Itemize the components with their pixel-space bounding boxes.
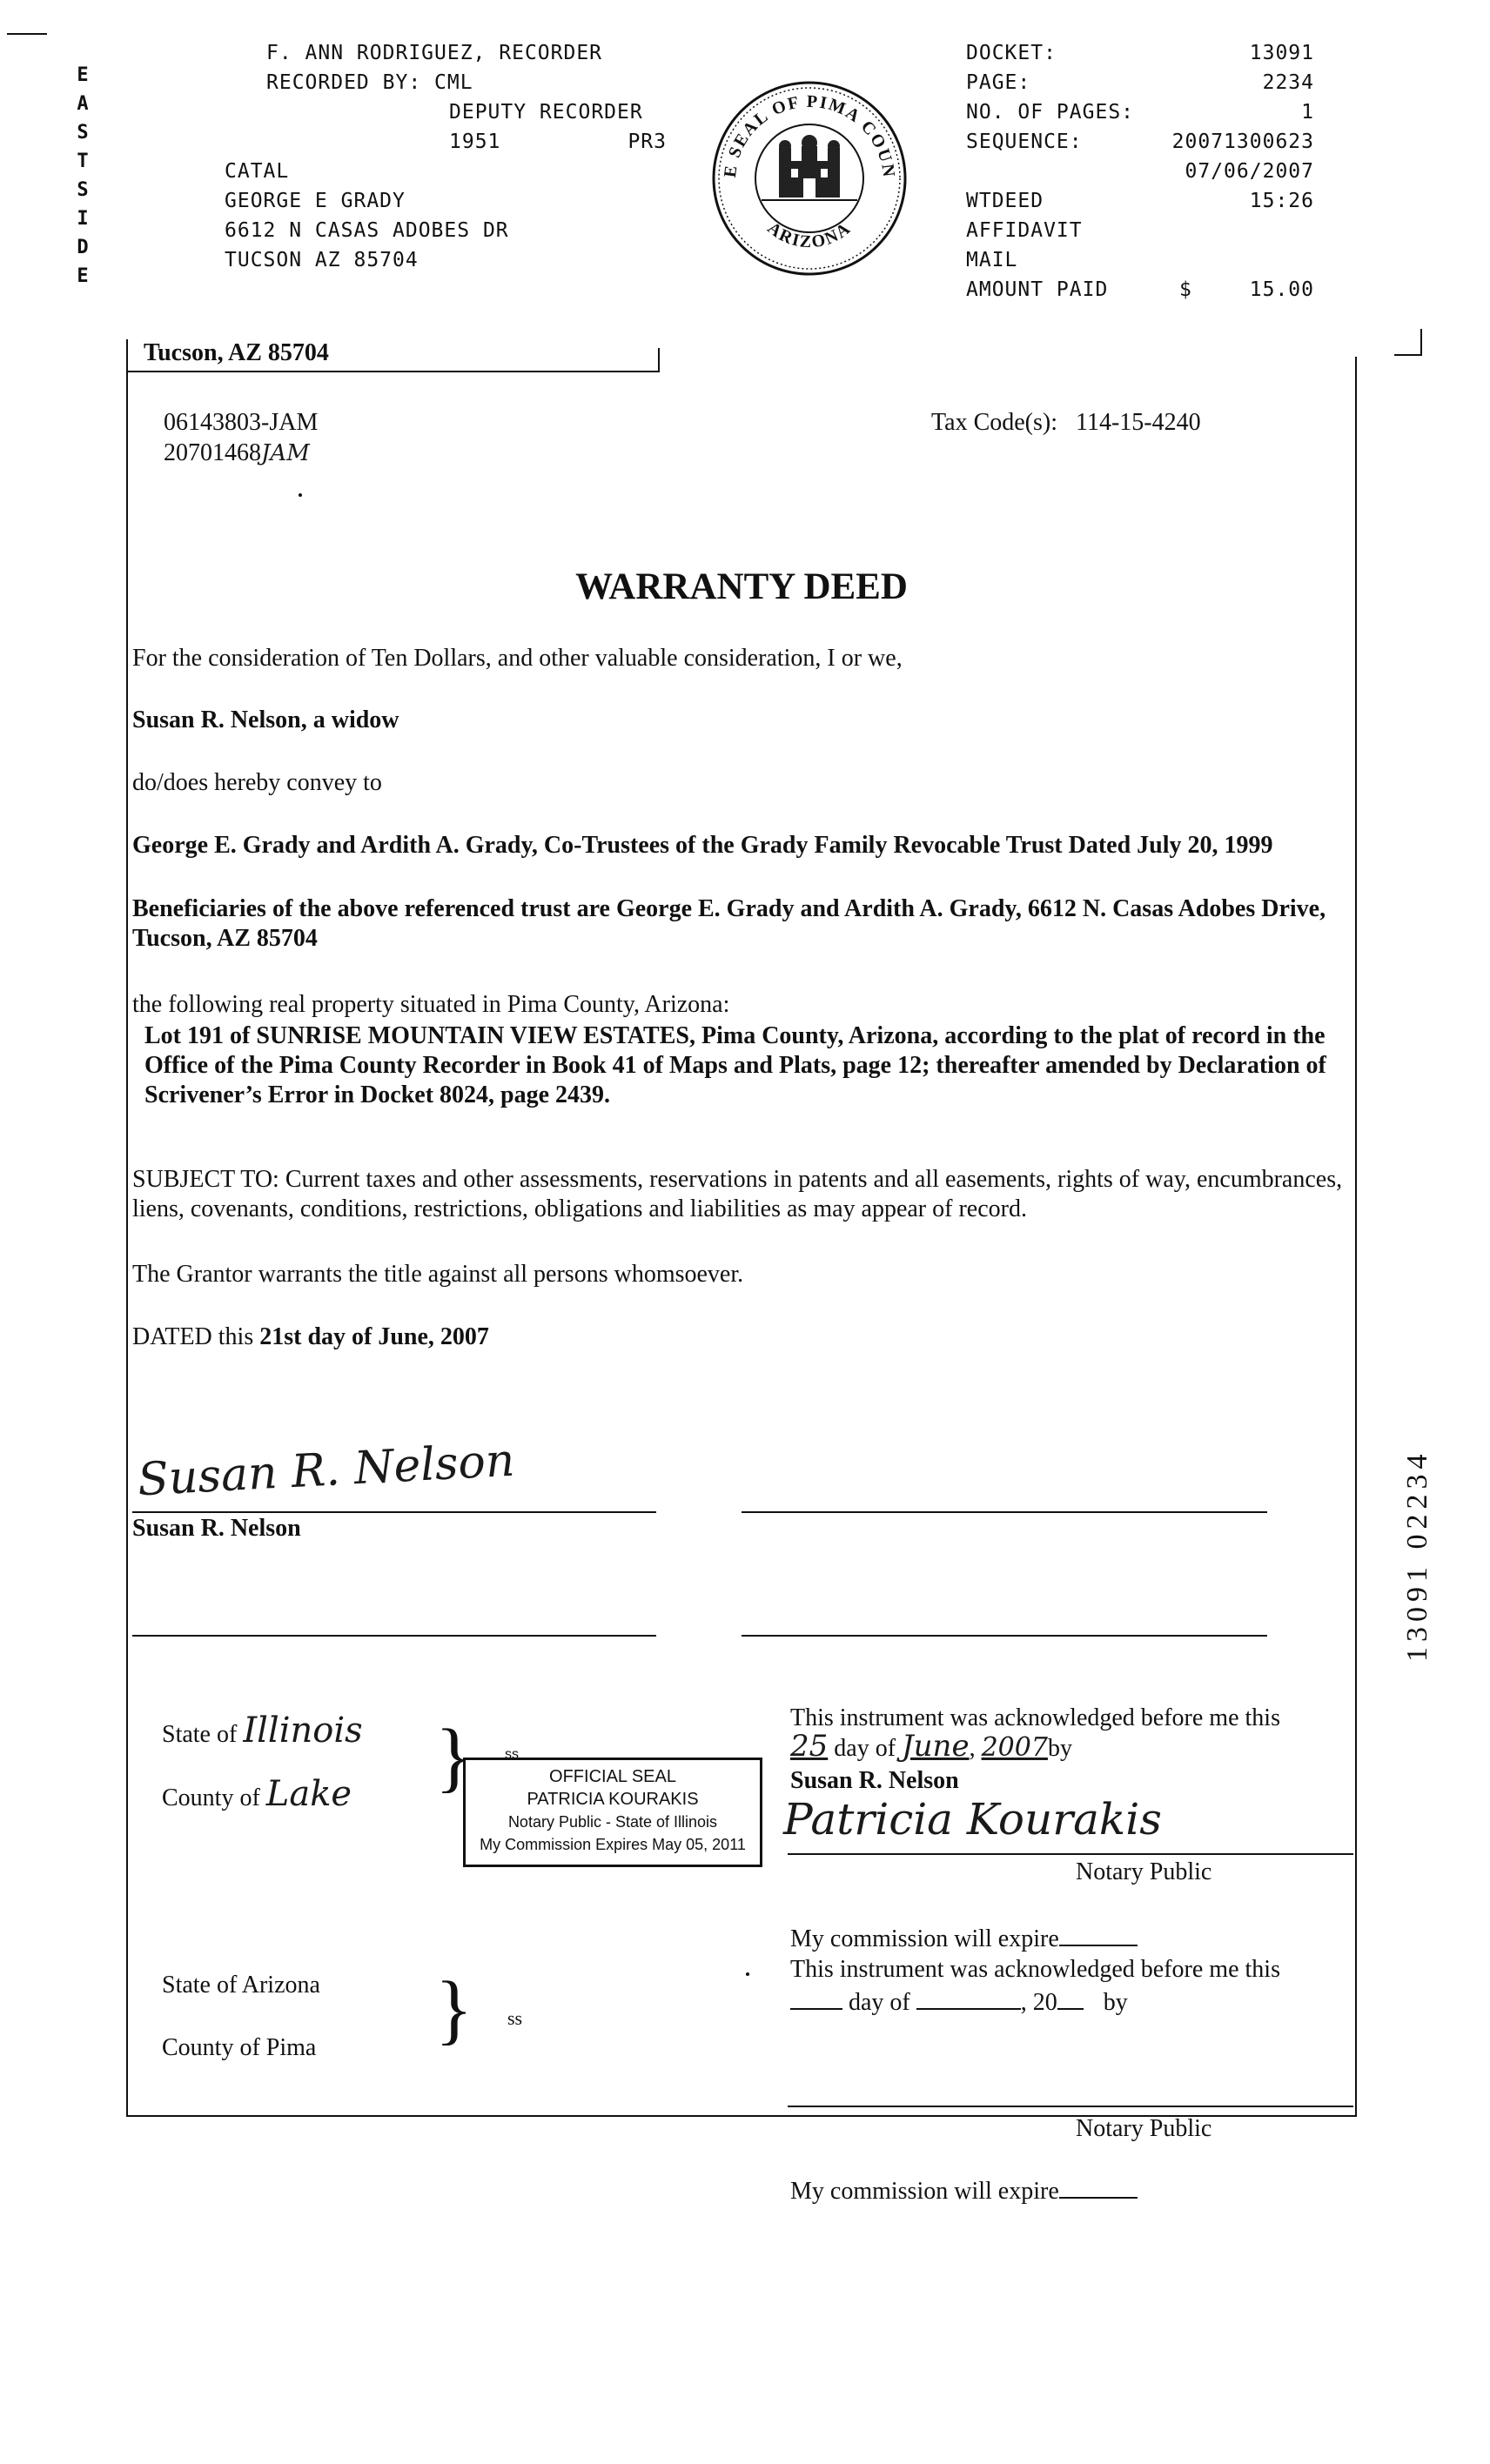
- notary-signature-handwritten: Patricia Kourakis: [783, 1794, 1162, 1845]
- sequence-value: 20071300623: [1171, 131, 1314, 153]
- recorded-by: RECORDED BY: CML: [266, 71, 473, 94]
- signature-line-2: [742, 1511, 1267, 1513]
- mailing-street: 6612 N CASAS ADOBES DR: [225, 219, 509, 242]
- legal-description: Lot 191 of SUNRISE MOUNTAIN VIEW ESTATES, Pima County, Arizona, according to the plat of record in the Office of the Pima County Recorder in Book 41 of Maps and Plats, page 12; thereafter amended by Declaration of Scrivener’s Error in Docket 8024, page 2439.: [144, 1022, 1326, 1108]
- margin-letter: S: [77, 122, 89, 144]
- right-corner-mark-v: [1420, 329, 1422, 355]
- margin-letter: T: [77, 151, 89, 172]
- code-right: PR3: [628, 131, 667, 153]
- notary2-state: State of Arizona: [162, 1972, 320, 1999]
- grantor-printed-name: Susan R. Nelson: [132, 1515, 301, 1542]
- notary2-signature-line: [788, 2106, 1353, 2107]
- notary1-public: Notary Public: [1076, 1858, 1212, 1885]
- subject-to: SUBJECT TO: Current taxes and other assessments, reservations in patents and all easements, rights of way, encumbrances, liens, covenants, conditions, restrictions, obligations and liabilities as may appear of record.: [132, 1166, 1343, 1222]
- ref-number-1: 06143803-JAM: [164, 409, 319, 436]
- notary2-county: County of Pima: [162, 2034, 317, 2061]
- tax-code-label: Tax Code(s):: [931, 409, 1058, 436]
- record-date: 07/06/2007: [1185, 160, 1314, 183]
- record-time: 15:26: [1249, 190, 1314, 212]
- catal: CATAL: [225, 160, 290, 183]
- amount-label: AMOUNT PAID: [966, 278, 1109, 301]
- county-handwritten: Lake: [265, 1774, 352, 1814]
- commission-label: My commission will expire: [790, 2178, 1059, 2205]
- month-blank: [916, 2008, 1021, 2010]
- return-address-tick: [658, 348, 660, 372]
- side-docket-stamp: 13091 02234: [1401, 1449, 1433, 1662]
- property-intro: the following real property situated in Pima County, Arizona:: [132, 991, 730, 1018]
- margin-letter: A: [77, 93, 89, 115]
- ref-number-2: 20701468: [164, 439, 261, 466]
- dated-prefix: DATED this: [132, 1323, 260, 1350]
- convey: do/does hereby convey to: [132, 769, 382, 796]
- date-row: [966, 157, 1314, 186]
- pages-row: [966, 97, 1314, 127]
- notary2-ack: This instrument was acknowledged before me this: [790, 1956, 1280, 1983]
- notary1-commission: [790, 1925, 1138, 1954]
- deputy-recorder: DEPUTY RECORDER: [449, 101, 643, 124]
- docket-row: [966, 38, 1314, 68]
- county-label: County of: [162, 1784, 260, 1811]
- margin-letter: I: [77, 208, 89, 230]
- grantor-signature-handwritten: Susan R. Nelson: [136, 1434, 516, 1507]
- docket-label: DOCKET:: [966, 42, 1057, 64]
- by: by: [1103, 1989, 1128, 2016]
- commission-label: My commission will expire: [790, 1925, 1059, 1952]
- signature-line-3: [132, 1635, 656, 1637]
- notary2-public: Notary Public: [1076, 2115, 1212, 2142]
- seal-line: PATRICIA KOURAKIS: [527, 1790, 699, 1809]
- type-row: [966, 186, 1314, 216]
- by: by: [1047, 1735, 1072, 1762]
- margin-letter: D: [77, 237, 89, 258]
- doc-type: WTDEED: [966, 190, 1044, 212]
- deed-title: WARRANTY DEED: [575, 566, 908, 607]
- page-value: 2234: [1262, 71, 1314, 94]
- notary2-commission: [790, 2177, 1138, 2206]
- dated-value: 21st day of June, 2007: [259, 1323, 489, 1350]
- frame-right: [1355, 357, 1357, 2116]
- signature-line-1: [132, 1511, 656, 1513]
- pages-label: NO. OF PAGES:: [966, 101, 1135, 124]
- notary1-signer: Susan R. Nelson: [790, 1767, 959, 1794]
- ref-number-2-row: [164, 439, 310, 468]
- affidavit: AFFIDAVIT: [966, 219, 1083, 242]
- signature-line-4: [742, 1635, 1267, 1637]
- margin-letter: E: [77, 265, 89, 287]
- beneficiaries: Beneficiaries of the above referenced trust are George E. Grady and Ardith A. Grady, 6612 N. Casas Adobes Drive, Tucson, AZ 85704: [132, 895, 1326, 952]
- notary1-state: [162, 1711, 363, 1751]
- svg-text:THE SEAL OF PIMA COUNTY: E SEAL OF PIMA COUN: [720, 91, 899, 180]
- tax-code-value: 114-15-4240: [1076, 409, 1201, 436]
- docket-value: 13091: [1249, 42, 1314, 64]
- day-blank: [790, 2008, 842, 2010]
- notary1-brace: }: [435, 1714, 473, 1800]
- state-handwritten: Illinois: [243, 1711, 363, 1751]
- dated: [132, 1322, 489, 1352]
- month-handwritten: June: [902, 1729, 970, 1764]
- notary2-brace: }: [435, 1966, 473, 2052]
- amount-currency: $: [1179, 278, 1192, 301]
- amount-value: 15.00: [1249, 278, 1314, 301]
- margin-letter: S: [77, 179, 89, 201]
- tax-code: [931, 408, 1201, 438]
- day-of: day of: [834, 1735, 896, 1762]
- mail: MAIL: [966, 249, 1018, 271]
- notary2-ss: ss: [507, 2007, 523, 2029]
- right-corner-mark: [1394, 354, 1422, 356]
- year-handwritten: 2007: [981, 1732, 1048, 1763]
- notary1-ack: This instrument was acknowledged before me this: [790, 1704, 1280, 1731]
- margin-letters: [70, 61, 96, 291]
- ref-initials-handwritten: JAM: [261, 440, 310, 466]
- year-blank: [1057, 2008, 1084, 2010]
- grantee: George E. Grady and Ardith A. Grady, Co-Trustees of the Grady Family Revocable Trust Dated July 20, 1999: [132, 832, 1273, 859]
- sequence-row: [966, 127, 1314, 157]
- recorder-codes: [225, 127, 667, 157]
- return-address-underline: [126, 371, 659, 372]
- notary1-ss: ss: [505, 1747, 519, 1762]
- margin-letter: E: [77, 64, 89, 86]
- warranty: The Grantor warrants the title against all persons whomsoever.: [132, 1261, 744, 1288]
- commission-blank: [1059, 2197, 1138, 2199]
- county-seal: [709, 78, 909, 278]
- amount-row: [966, 275, 1314, 305]
- page-row: [966, 68, 1314, 97]
- recorder-block: [225, 38, 677, 275]
- commission-blank: [1059, 1945, 1138, 1946]
- svg-text:ARIZONA: ARIZONA: [763, 218, 856, 252]
- official-seal-stamp: [463, 1758, 762, 1867]
- seal-line: OFFICIAL SEAL: [549, 1767, 676, 1786]
- recorder-name: F. ANN RODRIGUEZ, RECORDER: [266, 42, 603, 64]
- corner-mark: [7, 33, 47, 35]
- state-label: State of: [162, 1721, 238, 1748]
- seal-line: My Commission Expires May 05, 2011: [480, 1836, 746, 1853]
- notary1-signature-line: [788, 1853, 1353, 1855]
- pages-value: 1: [1301, 101, 1314, 124]
- mailing-name: GEORGE E GRADY: [225, 190, 406, 212]
- notary1-county: [162, 1774, 352, 1814]
- year-prefix: , 20: [1020, 1989, 1057, 2016]
- code-left: 1951: [449, 131, 501, 153]
- mailing-city: TUCSON AZ 85704: [225, 249, 419, 271]
- day-handwritten: 25: [790, 1729, 829, 1764]
- consideration: For the consideration of Ten Dollars, and other valuable consideration, I or we,: [132, 645, 903, 672]
- stray-dot: [299, 493, 302, 497]
- notary2-date-row: [790, 1988, 1128, 2018]
- stray-dot-2: [746, 1972, 749, 1976]
- return-address: Tucson, AZ 85704: [144, 339, 329, 366]
- page-label: PAGE:: [966, 71, 1031, 94]
- docket-info: [966, 38, 1323, 305]
- seal-line: Notary Public - State of Illinois: [507, 1813, 718, 1831]
- sequence-label: SEQUENCE:: [966, 131, 1083, 153]
- year-prefix: ,: [969, 1735, 976, 1762]
- seal-graphic: [709, 78, 909, 278]
- grantor: Susan R. Nelson, a widow: [132, 706, 399, 733]
- day-of: day of: [849, 1989, 910, 2016]
- notary1-date-row: [790, 1731, 1072, 1764]
